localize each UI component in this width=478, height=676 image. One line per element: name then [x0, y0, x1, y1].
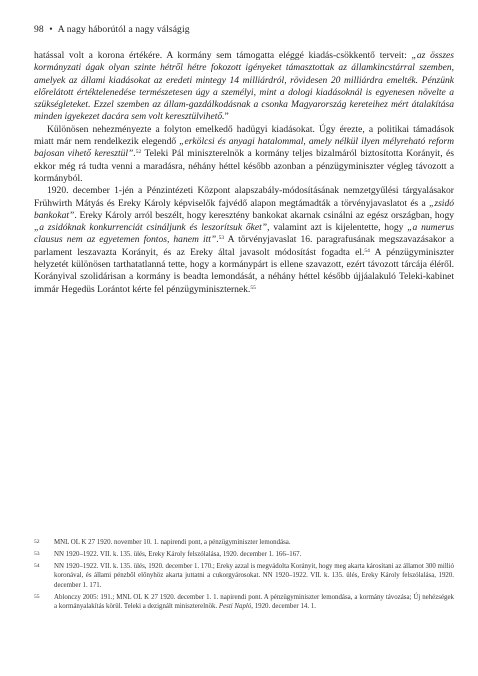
footnote-text: , 1920. december 14. 1.: [251, 602, 316, 610]
quote-italic: „az összes kormányzati ágak olyan szinte hétről hétre fokozott igényeket támasztottak az államkincstárral szemben, amelyek az állami kiadásokat az eredeti mintegy 14 milliárdról, rövidesen 20 milliárdra emelték. Pénzünk előrelátott értéktelenedése természetesen úgy a személyi, mint a dologi kiadásoknál is egyenesen növelte a szükségleteket. Ezzel szemben az állam-gazdálkodásnak a csonka Magyarország kereteihez mért átalakítása minden igyekezet dacára sem volt keresztülvihető.: [34, 50, 454, 123]
footnote-text: NN 1920–1922. VII. k. 135. ülés, Ereky Károly felszólalása, 1920. december 1. 166–167.: [54, 550, 302, 558]
text-run: 1920. december 1-jén a Pénzintézeti Központ alapszabály-módosításának nemzetgyűlési tárgyalásakor Frühwirth Mátyás és Ereky Károly képviselők fajvédő alapon megtámadták a törvényjavaslatot és a: [34, 185, 454, 209]
text-run: Teleki Pál miniszterelnök a kormány teljes bizalmáról biztosította Korányit, és ekkor még rá tudta venni a maradásra, néhány héttel később azonban a pénzügyminiszter végleg távozott a kormányból.: [34, 148, 454, 184]
footnote-ref-55[interactable]: 55: [250, 284, 256, 291]
paragraph-3: [34, 185, 454, 296]
footnote-ref-52[interactable]: 52: [135, 149, 142, 156]
paragraph-1: [34, 50, 454, 124]
text-run: Különösen nehezményezte a folyton emelkedő hadügyi kiadásokat. Úgy érezte, a politikai támadások miatt már nem rendelkezik elegendő: [34, 123, 454, 148]
text-run: A pénzügyminiszter helyzetét különösen tarthatatlanná tette, hogy a kormánypárt is ellene szavazott, ezért távozott tárcája éléről. Korányival szolidárisan a kormány is beadta lemondását, a néhány héttel később újjáalakuló Teleki-kabinet immár Hegedüs Lorántot kérte fel pénzügyminiszternek.: [34, 246, 455, 295]
paragraph-2: [34, 124, 454, 185]
quote-italic: „zsidó bankokat”: [34, 197, 454, 221]
footnote-ref-53[interactable]: 53: [218, 235, 225, 242]
book-page: [34, 0, 454, 676]
footnote-53: [34, 550, 454, 559]
footnote-text: NN 1920–1922. VII. k. 135. ülés, 1920. december 1. 170.; Ereky azzal is megvádolta Korányit, hogy meg akarta károsítani az államot 300 millió koronával, és állami pénzből előnyhöz akarta juttatni a cukorgyárosokat. NN 1920–1922. VII. k. 135. ülés, Ereky Károly felszólalása, 1920. december 1. 171.: [54, 562, 455, 589]
text-run: ”: [224, 111, 229, 123]
quote-italic: „a zsidóknak konkurrenciát csináljunk és leszorítsuk őket”: [34, 222, 268, 234]
text-run: A törvényjavaslat 16. paragrafusának megszavazásakor a parlament leszavazta Korányit, és az Ereky által javasolt módosítást fogadta el.: [34, 234, 454, 258]
footnote-text: Ablonczy 2005: 191.; MNL OL K 27 1920. december 1. 1. napirendi pont. A pénzügyminiszter lemondása, a kormány távozása; Új nehézségek a kormányalakítás körül. Teleki a dezignált miniszterelnök.: [54, 593, 454, 610]
header-bullet: •: [49, 24, 53, 35]
running-title: A nagy háborútól a nagy válságig: [57, 24, 190, 35]
quote-italic: „erkölcsi és anyagi hatalommal, amely nélkül ilyen mélyreható reform bajosan vihető keresztül”.: [34, 136, 454, 160]
footnote-number: 52: [34, 539, 40, 545]
footnotes: [34, 538, 454, 614]
page-number: 98: [34, 24, 44, 35]
footnote-52: [34, 538, 454, 547]
text-run: .: [216, 234, 219, 246]
footnote-55: [34, 593, 454, 612]
main-text: [34, 50, 454, 296]
text-run: . Ereky Károly arról beszélt, hogy keresztény bankokat akarnak csinálni az egész országban, hogy: [74, 209, 454, 221]
footnote-54: [34, 562, 454, 590]
running-header: [34, 24, 190, 35]
text-run: , valamint azt is kijelentette, hogy: [267, 222, 408, 234]
footnote-source-italic: Pesti Napló: [218, 602, 252, 610]
text-run: hatással volt a korona értékére. A kormány sem támogatta eléggé kiadás-csökkentő terveit:: [34, 50, 412, 61]
footnote-ref-54[interactable]: 54: [364, 247, 370, 254]
footnote-number: 55: [34, 593, 40, 600]
footnote-number: 54: [34, 562, 40, 569]
quote-italic: „a numerus clausus nem az egyetemen fontos, hanem itt”: [34, 222, 455, 246]
footnote-number: 53: [34, 550, 40, 557]
footnote-text: MNL OL K 27 1920. november 10. 1. napirendi pont, a pénzügyminiszter lemondása.: [54, 539, 291, 546]
